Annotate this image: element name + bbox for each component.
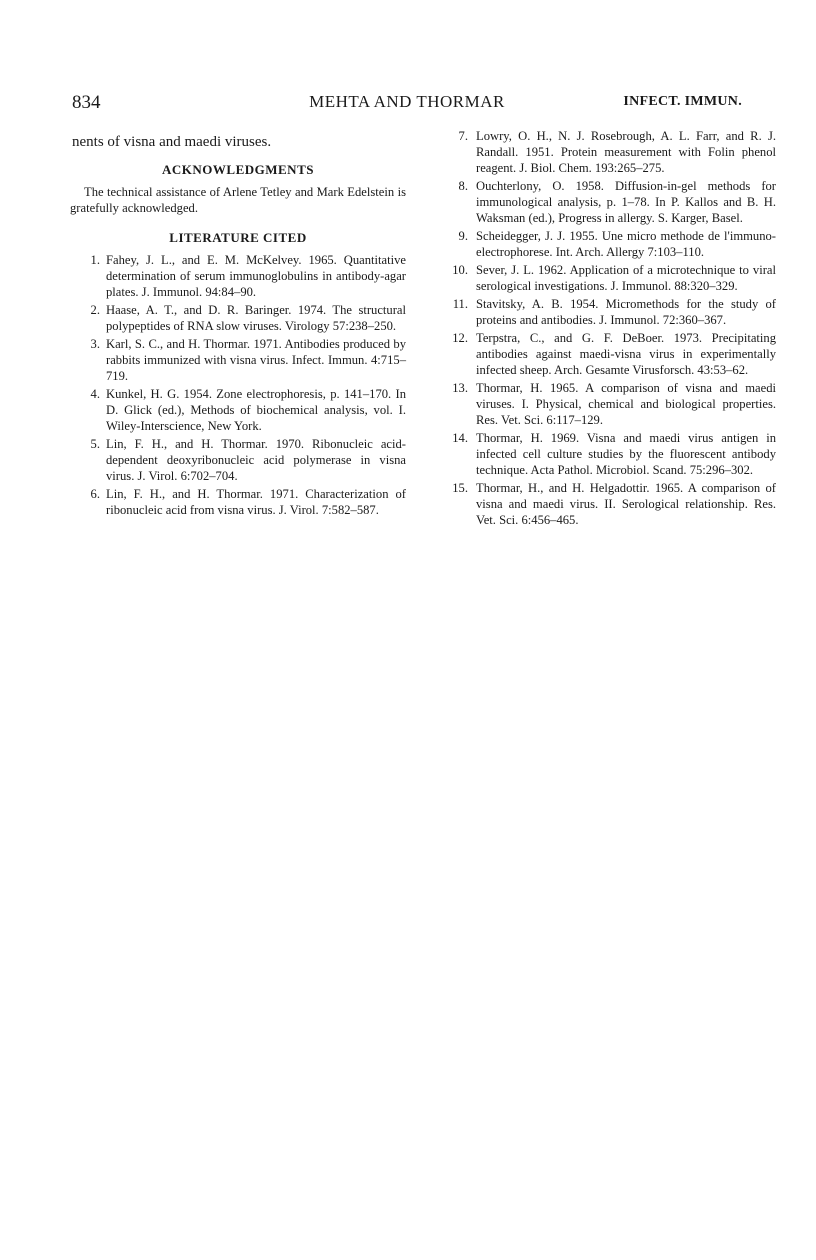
reference-text: Terpstra, C., and G. F. DeBoer. 1973. Precipitating antibodies against maedi-visna virus in experimentally infected sheep. Arch. Gesamte Virusforsch. 43:53–62.: [476, 331, 776, 377]
reference-text: Haase, A. T., and D. R. Baringer. 1974. The structural polypeptides of RNA slow viruses. Virology 57:238–250.: [106, 303, 406, 333]
reference-number: 3.: [90, 337, 100, 351]
acknowledgments-text: The technical assistance of Arlene Tetley and Mark Edelstein is gratefully acknowledged.: [70, 185, 406, 215]
right-column: [440, 128, 776, 530]
reference-item: [440, 178, 776, 226]
reference-number: 15.: [452, 481, 468, 495]
reference-number: 2.: [90, 303, 100, 317]
reference-number: 12.: [452, 331, 468, 345]
reference-number: 10.: [452, 263, 468, 277]
reference-item: [440, 262, 776, 294]
reference-number: 9.: [458, 229, 468, 243]
reference-text: Lin, F. H., and H. Thormar. 1971. Characterization of ribonucleic acid from visna virus. J. Virol. 7:582–587.: [106, 487, 406, 517]
reference-item: [440, 228, 776, 260]
literature-cited-heading: LITERATURE CITED: [169, 230, 307, 245]
reference-number: 5.: [90, 437, 100, 451]
reference-text: Karl, S. C., and H. Thormar. 1971. Antibodies produced by rabbits immunized with visna virus. Infect. Immun. 4:715–719.: [106, 337, 406, 383]
reference-item: [70, 486, 406, 518]
reference-number: 11.: [452, 297, 468, 311]
reference-text: Sever, J. L. 1962. Application of a microtechnique to viral serological investigations. J. Immunol. 88:320–329.: [476, 263, 776, 293]
reference-list-right: [440, 128, 776, 528]
reference-text: Fahey, J. L., and E. M. McKelvey. 1965. Quantitative determination of serum immunoglobulins in antibody-agar plates. J. Immunol. 94:84–90.: [106, 253, 406, 299]
reference-item: [70, 386, 406, 434]
reference-item: [440, 330, 776, 378]
left-column: [70, 128, 406, 520]
reference-item: [70, 336, 406, 384]
reference-number: 13.: [452, 381, 468, 395]
reference-number: 7.: [458, 129, 468, 143]
reference-number: 6.: [90, 487, 100, 501]
reference-item: [440, 430, 776, 478]
acknowledgments-heading: ACKNOWLEDGMENTS: [162, 162, 314, 177]
reference-text: Thormar, H. 1969. Visna and maedi virus antigen in infected cell culture studies by the fluorescent antibody technique. Acta Pathol. Microbiol. Scand. 75:296–302.: [476, 431, 776, 477]
reference-text: Kunkel, H. G. 1954. Zone electrophoresis, p. 141–170. In D. Glick (ed.), Methods of biochemical analysis, vol. I. Wiley-Interscience, New York.: [106, 387, 406, 433]
reference-text: Lin, F. H., and H. Thormar. 1970. Ribonucleic acid-dependent deoxyribonucleic acid polymerase in visna virus. J. Virol. 6:702–704.: [106, 437, 406, 483]
running-title: MEHTA AND THORMAR: [309, 92, 505, 111]
reference-item: [440, 380, 776, 428]
reference-text: Ouchterlony, O. 1958. Diffusion-in-gel methods for immunological analysis, p. 1–78. In P. Kallos and B. H. Waksman (ed.), Progress in allergy. S. Karger, Basel.: [476, 179, 776, 225]
reference-number: 4.: [90, 387, 100, 401]
continuation-text: nents of visna and maedi viruses.: [72, 134, 272, 150]
reference-item: [440, 296, 776, 328]
reference-text: Thormar, H., and H. Helgadottir. 1965. A comparison of visna and maedi virus. II. Serological relationship. Res. Vet. Sci. 6:456–465.: [476, 481, 776, 527]
journal-name: INFECT. IMMUN.: [623, 94, 742, 109]
reference-list-left: [70, 252, 406, 518]
reference-number: 1.: [90, 253, 100, 267]
reference-item: [70, 436, 406, 484]
reference-number: 8.: [458, 179, 468, 193]
reference-item: [440, 128, 776, 176]
reference-text: Lowry, O. H., N. J. Rosebrough, A. L. Farr, and R. J. Randall. 1951. Protein measurement with Folin phenol reagent. J. Biol. Chem. 193:265–275.: [476, 129, 776, 175]
page-header: [72, 92, 742, 114]
reference-item: [440, 480, 776, 528]
reference-text: Thormar, H. 1965. A comparison of visna and maedi viruses. I. Physical, chemical and biological properties. Res. Vet. Sci. 6:117–129.: [476, 381, 776, 427]
reference-number: 14.: [452, 431, 468, 445]
reference-item: [70, 302, 406, 334]
page-number: 834: [72, 92, 101, 113]
reference-text: Stavitsky, A. B. 1954. Micromethods for the study of proteins and antibodies. J. Immunol. 72:360–367.: [476, 297, 776, 327]
reference-item: [70, 252, 406, 300]
reference-text: Scheidegger, J. J. 1955. Une micro methode de l'immuno-electrophorese. Int. Arch. Allergy 7:103–110.: [476, 229, 776, 259]
